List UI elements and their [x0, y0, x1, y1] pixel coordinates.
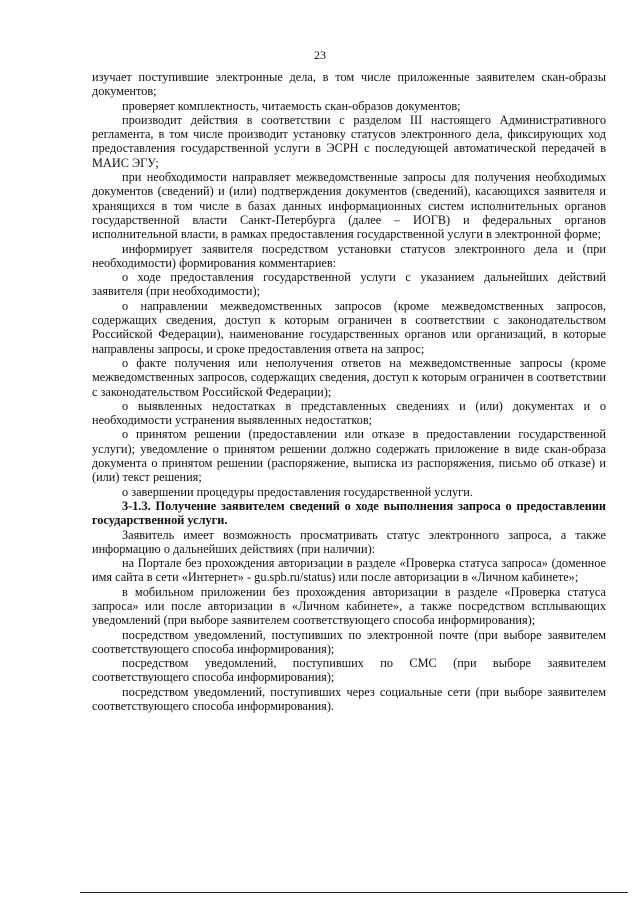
paragraph: на Портале без прохождения авторизации в разделе «Проверка статуса запроса» (доменное имя сайта в сети «Интернет» - gu.spb.ru/status) или после авторизации в «Личном кабинете»; [92, 556, 606, 585]
paragraph: о принятом решении (предоставлении или отказе в предоставлении государственной услуги); уведомление о принятом решении должно содержать приложение в виде скан-образа документа о принятом решении (распоряжение, выписка из распоряжения, письмо об отказе) и (или) текст решения; [92, 427, 606, 485]
paragraph: Заявитель имеет возможность просматривать статус электронного запроса, а также информацию о дальнейших действиях (при наличии): [92, 527, 606, 556]
paragraph: при необходимости направляет межведомственные запросы для получения необходимых документов (сведений) и (или) подтверждения документов (сведений), касающихся заявителя и хранящихся в том числе в базах данных информационных систем исполнительных органов государственной власти Санкт-Петербурга (далее – ИОГВ) и федеральных органов исполнительной власти, в рамках предоставления государственной услуги в электронной форме; [92, 170, 606, 242]
paragraph: в мобильном приложении без прохождения авторизации в разделе «Проверка статуса запроса» или после авторизации в «Личном кабинете», а также посредством всплывающих уведомлений (при выборе заявителем соответствующего способа информирования); [92, 584, 606, 628]
paragraph: посредством уведомлений, поступивших по электронной почте (при выборе заявителем соответствующего способа информирования); [92, 627, 606, 656]
paragraph: посредством уведомлений, поступивших через социальные сети (при выборе заявителем соответствующего способа информирования). [92, 684, 606, 714]
paragraph: посредством уведомлений, поступивших по СМС (при выборе заявителем соответствующего способа информирования); [92, 656, 606, 685]
paragraph: о завершении процедуры предоставления государственной услуги. [122, 484, 473, 499]
paragraph: производит действия в соответствии с разделом III настоящего Административного регламента, в том числе производит установку статусов электронного дела, фиксирующих ход предоставления государственной услуги в ЭСРН с последующей автоматической передачей в МАИС ЭГУ; [92, 112, 606, 170]
page-number: 23 [314, 48, 326, 62]
section-heading-number: 3-1.3. [122, 498, 151, 513]
paragraph: о ходе предоставления государственной услуги с указанием дальнейших действий заявителя (при необходимости); [92, 270, 606, 299]
page-bottom-rule [80, 892, 628, 893]
document-body [92, 70, 606, 713]
section-heading-text: Получение заявителем сведений о ходе выполнения запроса о предоставлении государственной услуги. [92, 498, 606, 528]
paragraph: о выявленных недостатках в представленных сведениях и (или) документах и о необходимости устранения выявленных недостатков; [92, 398, 606, 428]
paragraph: информирует заявителя посредством установки статусов электронного дела и (при необходимости) формирования комментариев: [92, 241, 606, 270]
paragraph: проверяет комплектность, читаемость скан-образов документов; [122, 98, 461, 113]
paragraph: о направлении межведомственных запросов (кроме межведомственных запросов, содержащих сведения, доступ к которым ограничен в соответствии с законодательством Российской Федерации), наименование государственных органов или организаций, в которые направлены запросы, и сроке предоставления ответа на запрос; [92, 298, 606, 356]
paragraph: изучает поступившие электронные дела, в том числе приложенные заявителем скан-образы документов; [92, 70, 606, 99]
section-heading [92, 499, 606, 528]
paragraph: о факте получения или неполучения ответов на межведомственные запросы (кроме межведомственных запросов, содержащих сведения, доступ к которым ограничен в соответствии с законодательством Российской Федерации); [92, 355, 606, 399]
